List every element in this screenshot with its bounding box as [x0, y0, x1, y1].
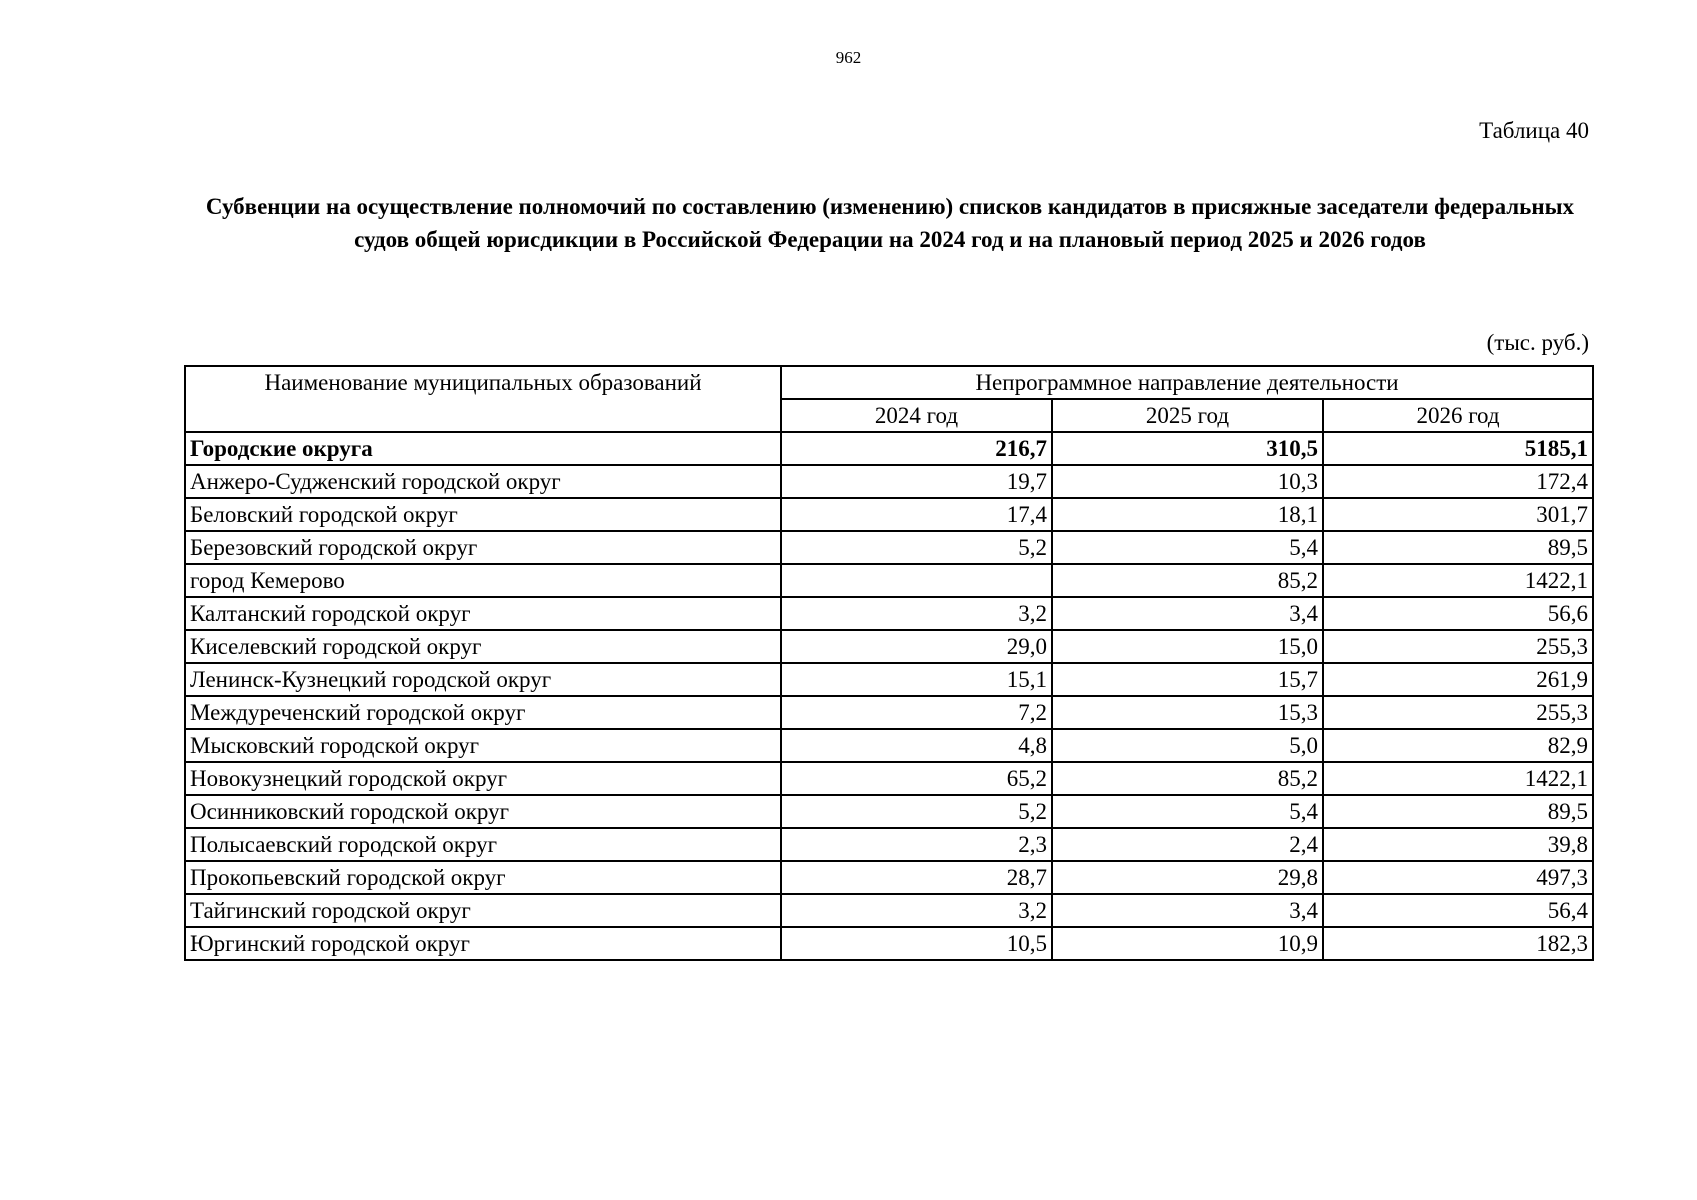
value-2026: 172,4 — [1323, 465, 1593, 498]
municipality-name: Киселевский городской округ — [185, 630, 781, 663]
value-2025: 10,9 — [1052, 927, 1323, 960]
value-2026: 255,3 — [1323, 630, 1593, 663]
table-row — [185, 564, 1593, 597]
municipality-name: Мысковский городской округ — [185, 729, 781, 762]
municipality-name: Новокузнецкий городской округ — [185, 762, 781, 795]
value-2024: 7,2 — [781, 696, 1052, 729]
table-row — [185, 894, 1593, 927]
header-activity-group: Непрограммное направление деятельности — [781, 366, 1593, 399]
table-row — [185, 828, 1593, 861]
document-title: Субвенции на осуществление полномочий по составлению (изменению) списков кандидатов в присяжные заседатели федеральных судов общей юрисдикции в Российской Федерации на 2024 год и на плановый период 2025 и 2026 годов — [205, 194, 1575, 252]
table-row — [185, 696, 1593, 729]
value-2025: 3,4 — [1052, 597, 1323, 630]
value-2025: 29,8 — [1052, 861, 1323, 894]
value-2024: 17,4 — [781, 498, 1052, 531]
value-2025: 15,3 — [1052, 696, 1323, 729]
table-row — [185, 597, 1593, 630]
value-2026: 301,7 — [1323, 498, 1593, 531]
value-2025: 85,2 — [1052, 762, 1323, 795]
value-2026: 89,5 — [1323, 531, 1593, 564]
page-number: 962 — [835, 48, 862, 67]
value-2026: 1422,1 — [1323, 762, 1593, 795]
units-label: (тыс. руб.) — [1486, 330, 1589, 355]
header-year-2026: 2026 год — [1323, 399, 1593, 432]
value-2025: 3,4 — [1052, 894, 1323, 927]
municipality-name: Тайгинский городской округ — [185, 894, 781, 927]
total-row-value-2026: 5185,1 — [1323, 432, 1593, 465]
value-2026: 82,9 — [1323, 729, 1593, 762]
value-2026: 39,8 — [1323, 828, 1593, 861]
municipality-name: Полысаевский городской округ — [185, 828, 781, 861]
value-2026: 1422,1 — [1323, 564, 1593, 597]
header-year-2024: 2024 год — [781, 399, 1052, 432]
value-2025: 5,4 — [1052, 531, 1323, 564]
total-row-value-2024: 216,7 — [781, 432, 1052, 465]
total-row — [185, 432, 1593, 465]
table-row — [185, 498, 1593, 531]
municipality-name: Осинниковский городской округ — [185, 795, 781, 828]
value-2024: 5,2 — [781, 531, 1052, 564]
municipality-name: город Кемерово — [185, 564, 781, 597]
table-row — [185, 630, 1593, 663]
value-2024: 19,7 — [781, 465, 1052, 498]
table-row — [185, 762, 1593, 795]
municipality-name: Прокопьевский городской округ — [185, 861, 781, 894]
value-2026: 89,5 — [1323, 795, 1593, 828]
table-row — [185, 861, 1593, 894]
value-2026: 56,4 — [1323, 894, 1593, 927]
total-row-value-2025: 310,5 — [1052, 432, 1323, 465]
header-year-2025: 2025 год — [1052, 399, 1323, 432]
value-2024: 29,0 — [781, 630, 1052, 663]
total-row-name: Городские округа — [185, 432, 781, 465]
value-2024: 15,1 — [781, 663, 1052, 696]
value-2025: 10,3 — [1052, 465, 1323, 498]
table-row — [185, 927, 1593, 960]
value-2025: 2,4 — [1052, 828, 1323, 861]
municipality-name: Междуреченский городской округ — [185, 696, 781, 729]
value-2025: 18,1 — [1052, 498, 1323, 531]
municipality-name: Беловский городской округ — [185, 498, 781, 531]
municipality-name: Ленинск-Кузнецкий городской округ — [185, 663, 781, 696]
value-2024: 3,2 — [781, 894, 1052, 927]
value-2024: 5,2 — [781, 795, 1052, 828]
table-row — [185, 795, 1593, 828]
value-2026: 56,6 — [1323, 597, 1593, 630]
table-row — [185, 465, 1593, 498]
subventions-table — [184, 365, 1594, 961]
municipality-name: Калтанский городской округ — [185, 597, 781, 630]
value-2024: 3,2 — [781, 597, 1052, 630]
value-2024: 10,5 — [781, 927, 1052, 960]
municipality-name: Березовский городской округ — [185, 531, 781, 564]
table-row — [185, 531, 1593, 564]
value-2026: 261,9 — [1323, 663, 1593, 696]
table-row — [185, 663, 1593, 696]
value-2025: 15,0 — [1052, 630, 1323, 663]
value-2025: 5,4 — [1052, 795, 1323, 828]
value-2026: 497,3 — [1323, 861, 1593, 894]
table-label: Таблица 40 — [1479, 118, 1589, 143]
header-municipality-name: Наименование муниципальных образований — [185, 366, 781, 432]
value-2025: 85,2 — [1052, 564, 1323, 597]
value-2024: 4,8 — [781, 729, 1052, 762]
municipality-name: Юргинский городской округ — [185, 927, 781, 960]
value-2024: 2,3 — [781, 828, 1052, 861]
table-row — [185, 729, 1593, 762]
value-2024 — [781, 564, 1052, 597]
value-2026: 182,3 — [1323, 927, 1593, 960]
value-2025: 15,7 — [1052, 663, 1323, 696]
municipality-name: Анжеро-Судженский городской округ — [185, 465, 781, 498]
value-2025: 5,0 — [1052, 729, 1323, 762]
value-2026: 255,3 — [1323, 696, 1593, 729]
value-2024: 28,7 — [781, 861, 1052, 894]
value-2024: 65,2 — [781, 762, 1052, 795]
